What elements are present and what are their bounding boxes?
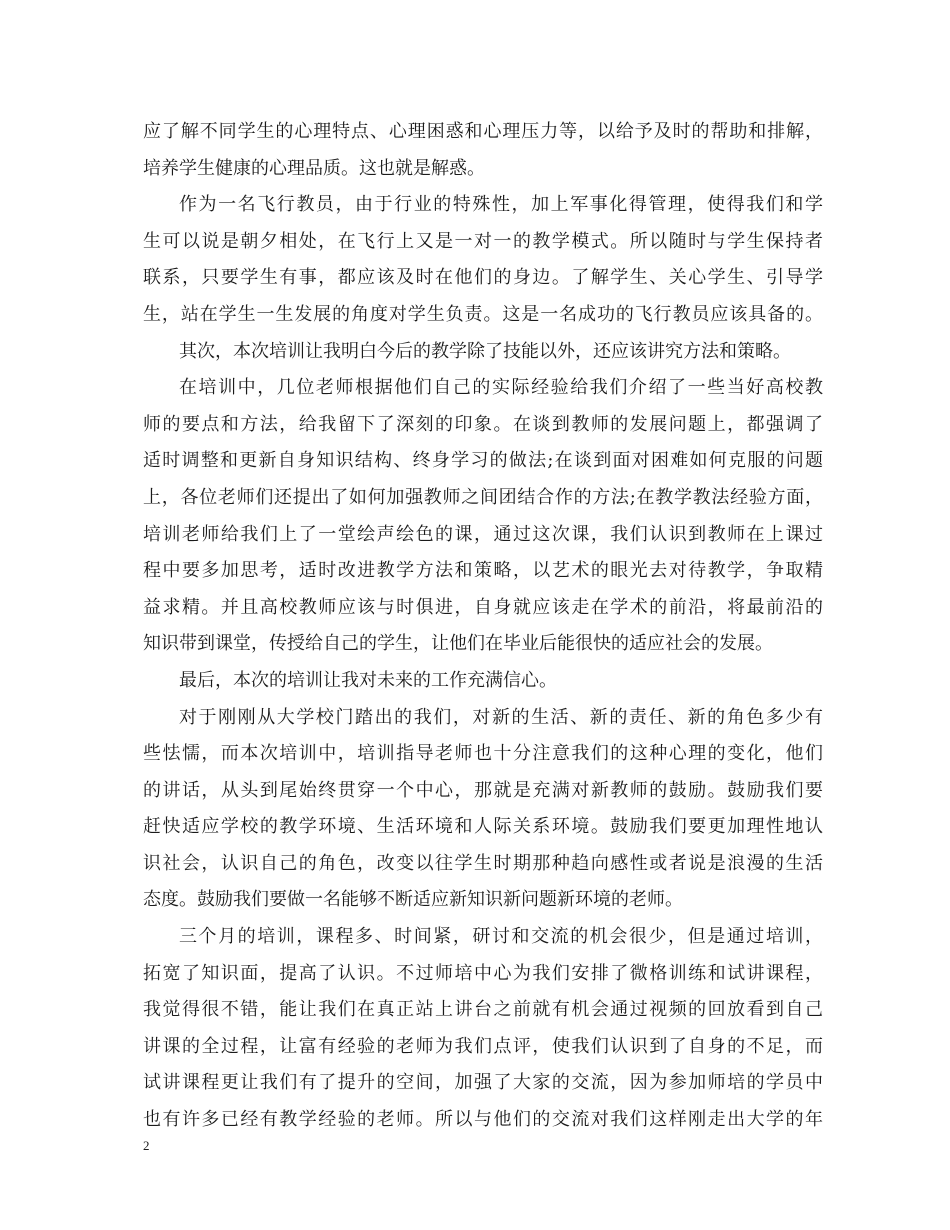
text-line: 识社会，认识自己的角色，改变以往学生时期那种趋向感性或者说是浪漫的生活 [143, 852, 823, 874]
text-line: 我觉得很不错，能让我们在真正站上讲台之前就有机会通过视频的回放看到自己 [143, 999, 823, 1021]
text-line: 最后，本次的培训让我对未来的工作充满信心。 [179, 669, 557, 691]
text-line: 对于刚刚从大学校门踏出的我们，对新的生活、新的责任、新的角色多少有 [179, 706, 823, 728]
text-line: 拓宽了知识面，提高了认识。不过师培中心为我们安排了微格训练和试讲课程， [143, 962, 823, 984]
text-line: 在培训中，几位老师根据他们自己的实际经验给我们介绍了一些当好高校教 [179, 377, 823, 399]
text-line: 生，站在学生一生发展的角度对学生负责。这是一名成功的飞行教员应该具备的。 [143, 303, 823, 325]
text-line: 态度。鼓励我们要做一名能够不断适应新知识新问题新环境的老师。 [143, 889, 683, 911]
text-line: 培养学生健康的心理品质。这也就是解惑。 [143, 157, 485, 179]
text-line: 试讲课程更让我们有了提升的空间，加强了大家的交流，因为参加师培的学员中 [143, 1072, 823, 1094]
text-line: 些怯懦，而本次培训中，培训指导老师也十分注意我们的这种心理的变化，他们 [143, 743, 823, 765]
text-line: 生可以说是朝夕相处，在飞行上又是一对一的教学模式。所以随时与学生保持者 [143, 230, 823, 252]
text-line: 的讲话，从头到尾始终贯穿一个中心，那就是充满对新教师的鼓励。鼓励我们要 [143, 779, 823, 801]
text-line: 益求精。并且高校教师应该与时俱进，自身就应该走在学术的前沿，将最前沿的 [143, 596, 823, 618]
text-line: 师的要点和方法，给我留下了深刻的印象。在谈到教师的发展问题上，都强调了 [143, 413, 823, 435]
text-line: 应了解不同学生的心理特点、心理困惑和心理压力等，以给予及时的帮助和排解， [143, 121, 823, 142]
text-line: 也有许多已经有教学经验的老师。所以与他们的交流对我们这样刚走出大学的年 [143, 1109, 823, 1131]
page-number: 2 [143, 1138, 150, 1153]
text-line: 适时调整和更新自身知识结构、终身学习的做法;在谈到面对困难如何克服的问题 [143, 450, 823, 472]
text-line: 讲课的全过程，让富有经验的老师为我们点评，使我们认识到了自身的不足，而 [143, 1035, 823, 1057]
text-line: 作为一名飞行教员，由于行业的特殊性，加上军事化得管理，使得我们和学 [179, 194, 823, 216]
text-line: 三个月的培训，课程多、时间紧，研讨和交流的机会很少，但是通过培训， [179, 926, 823, 948]
text-line: 其次，本次培训让我明白今后的教学除了技能以外，还应该讲究方法和策略。 [179, 340, 791, 362]
text-line: 程中要多加思考，适时改进教学方法和策略，以艺术的眼光去对待教学，争取精 [143, 560, 823, 582]
text-line: 知识带到课堂，传授给自己的学生，让他们在毕业后能很快的适应社会的发展。 [143, 633, 773, 655]
body-text [143, 114, 823, 1139]
text-line: 赶快适应学校的教学环境、生活环境和人际关系环境。鼓励我们要更加理性地认 [143, 816, 823, 838]
text-line: 上，各位老师们还提出了如何加强教师之间团结合作的方法;在教学教法经验方面， [143, 486, 823, 508]
text-line: 培训老师给我们上了一堂绘声绘色的课，通过这次课，我们认识到教师在上课过 [143, 523, 823, 545]
text-line: 联系，只要学生有事，都应该及时在他们的身边。了解学生、关心学生、引导学 [143, 267, 823, 289]
